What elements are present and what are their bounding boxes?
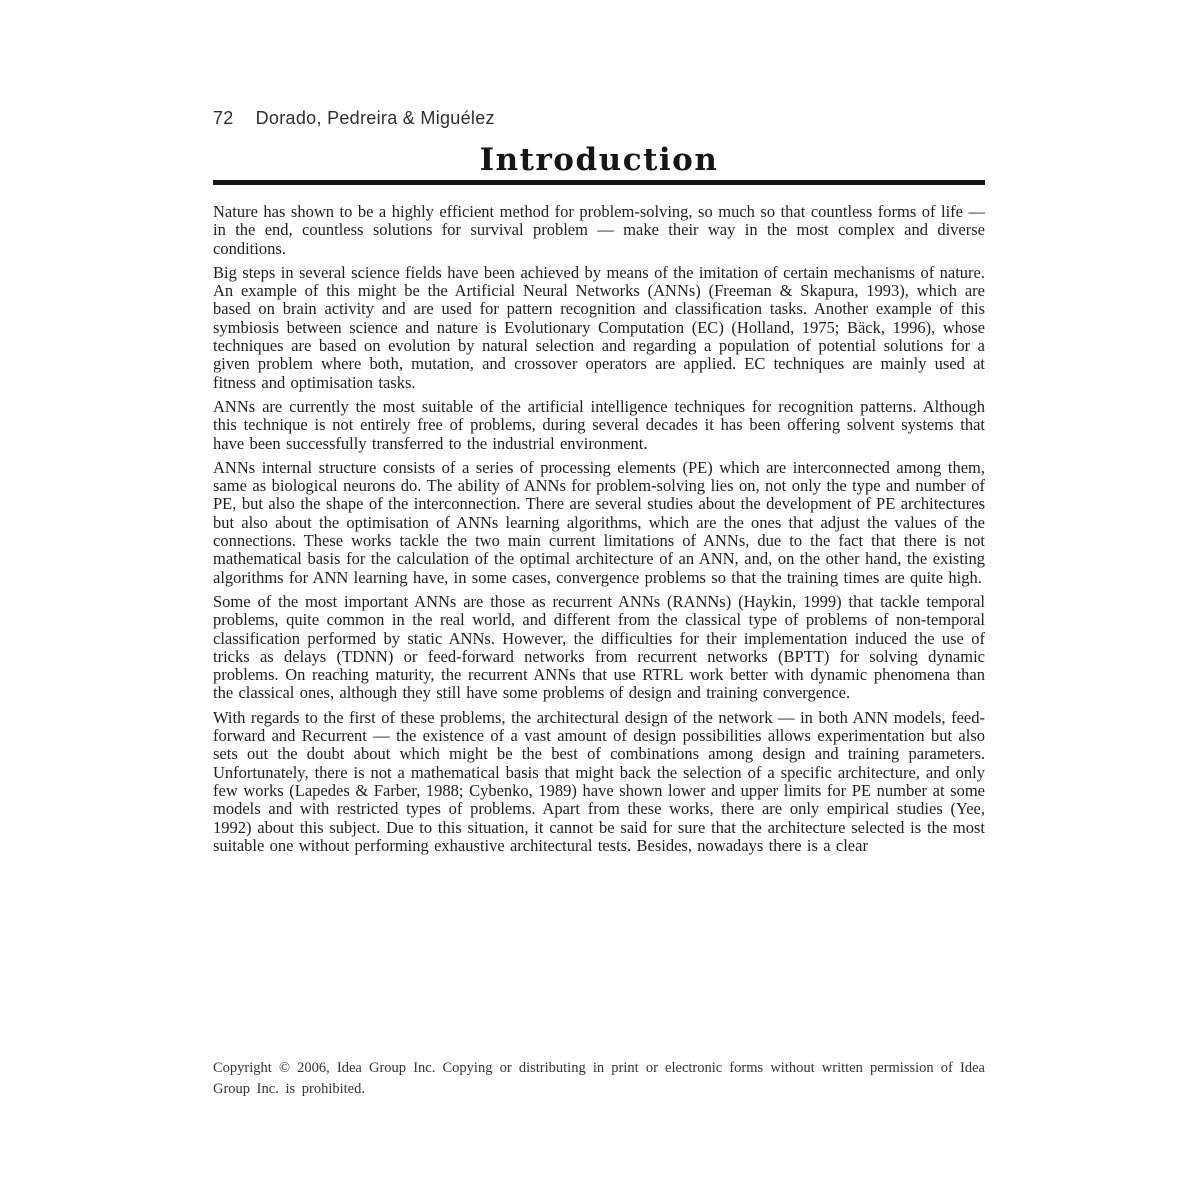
paragraph-architectural-design: With regards to the first of these problems, the architectural design of the network — in both ANN models, feed-forward and Recurrent — the existence of a vast amount of design possibilities allows experimentation but also sets out the doubt about which might be the best of combinations among design and training parameters. Unfortunately, there is not a mathematical basis that might back the selection of a specific architecture, and only few works (Lapedes & Farber, 1988; Cybenko, 1989) have shown lower and upper limits for PE number at some models and with restricted types of problems. Apart from these works, there are only empirical studies (Yee, 1992) about this subject. Due to this situation, it cannot be said for sure that the architecture selected is the most suitable one without performing exhaustive architectural tests. Besides, nowadays there is a clear: [213, 707, 985, 855]
running-head: [213, 108, 985, 129]
paragraph-anns-internal-structure: ANNs internal structure consists of a series of processing elements (PE) which are interconnected among them, same as biological neurons do. The ability of ANNs for problem-solving lies on, not only the type and number of PE, but also the shape of the interconnection. There are several studies about the development of PE architectures but also about the optimisation of ANNs learning algorithms, which are the ones that adjust the values of the connections. These works tackle the two main current limitations of ANNs, due to the fact that there is not mathematical basis for the calculation of the optimal architecture of an ANN, and, on the other hand, the existing algorithms for ANN learning have, in some cases, convergence problems so that the training times are quite high.: [213, 457, 985, 587]
section-title: Introduction: [479, 142, 719, 178]
paragraph-anns-suitability: ANNs are currently the most suitable of the artificial intelligence techniques for recognition patterns. Although this technique is not entirely free of problems, during several decades it has been offering solvent systems that have been successfully transferred to the industrial environment.: [213, 396, 985, 453]
running-title: Dorado, Pedreira & Miguélez: [255, 108, 495, 128]
body-text: [213, 203, 985, 861]
copyright-notice: Copyright © 2006, Idea Group Inc. Copying or distributing in print or electronic forms without written permission of Idea Group Inc. is prohibited.: [213, 1060, 985, 1097]
paragraph-nature-problem-solving: Nature has shown to be a highly efficient method for problem-solving, so much so that countless forms of life — in the end, countless solutions for survival problem — make their way in the most complex and diverse conditions.: [213, 202, 985, 258]
paragraph-imitation-of-nature: Big steps in several science fields have been achieved by means of the imitation of certain mechanisms of nature. An example of this might be the Artificial Neural Networks (ANNs) (Freeman & Skapura, 1993), which are based on brain activity and are used for pattern recognition and classification tasks. Another example of this symbiosis between science and nature is Evolutionary Computation (EC) (Holland, 1975; Bäck, 1996), whose techniques are based on evolution by natural selection and regarding a population of potential solutions for a given problem where both, mutation, and crossover operators are applied. EC techniques are mainly used at fitness and optimisation tasks.: [213, 262, 985, 392]
paragraph-recurrent-anns: Some of the most important ANNs are those as recurrent ANNs (RANNs) (Haykin, 1999) that tackle temporal problems, quite common in the real world, and different from the classical type of problems of non-temporal classification performed by static ANNs. However, the difficulties for their implementation induced the use of tricks as delays (TDNN) or feed-forward networks from recurrent networks (BPTT) for solving dynamic problems. On reaching maturity, the recurrent ANNs that use RTRL work better with dynamic phenomena than the classical ones, although they still have some problems of design and training convergence.: [213, 591, 985, 703]
page-number: 72: [213, 108, 234, 128]
title-rule: [213, 180, 985, 185]
